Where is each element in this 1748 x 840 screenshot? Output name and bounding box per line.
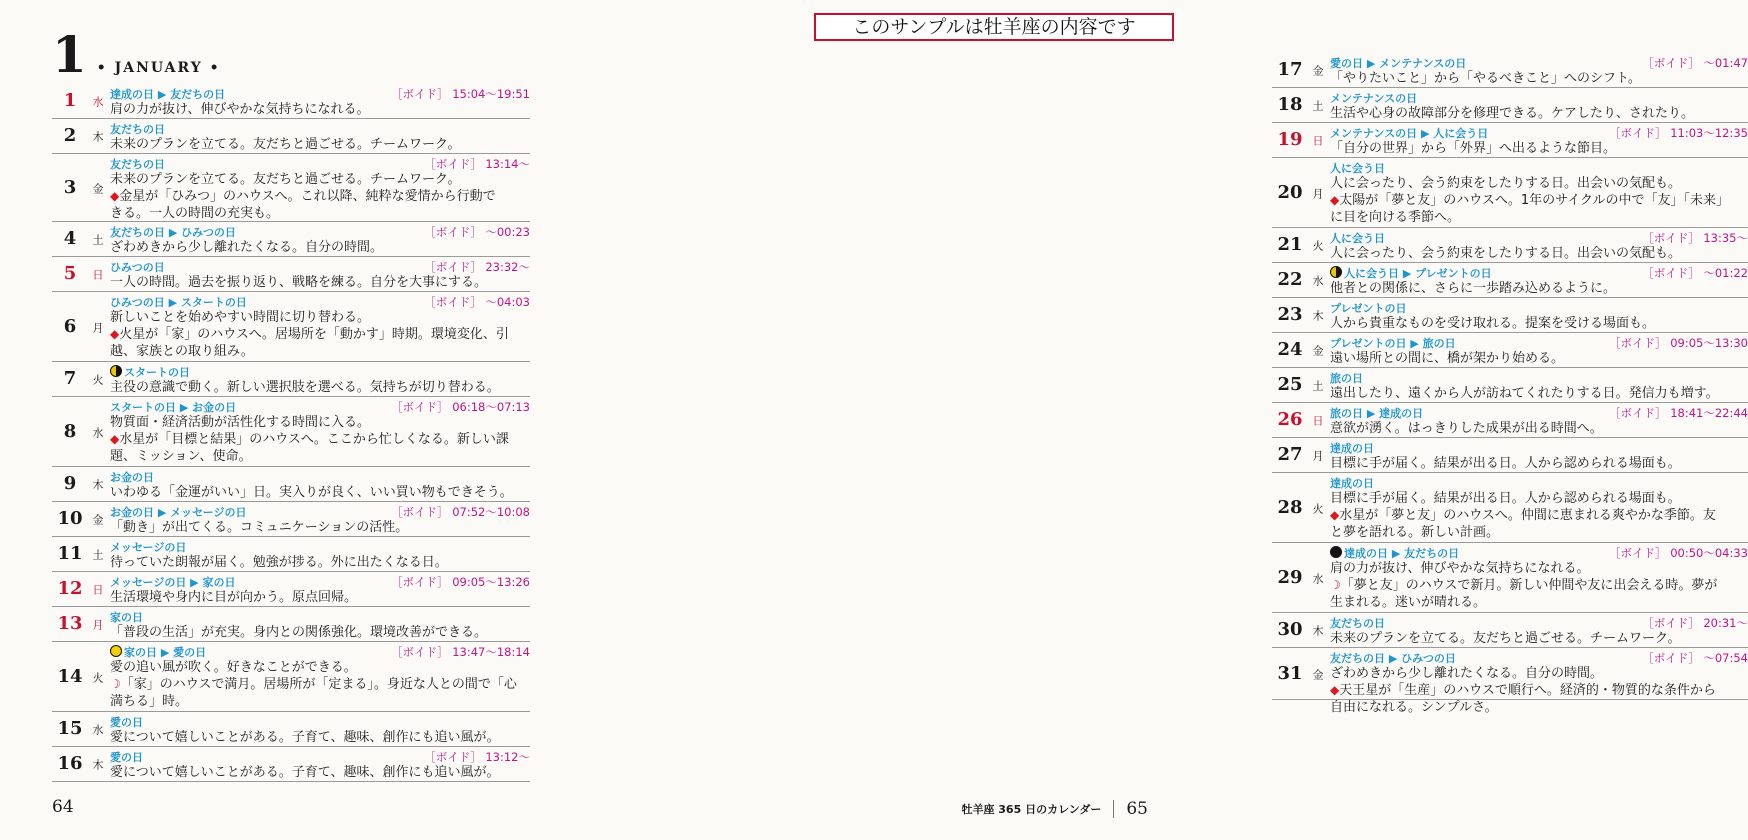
day-text: に目を向ける季節へ。 bbox=[1330, 210, 1461, 225]
day-text: 遠出したり、遠くから人が訪ねてくれたりする日。発信力も増す。 bbox=[1330, 386, 1719, 401]
day-label-text: メンテナンスの日 bbox=[1330, 91, 1418, 105]
day-label bbox=[110, 469, 154, 485]
day-text-line bbox=[1330, 280, 1748, 297]
crescent-moon-icon: ☽ bbox=[1330, 578, 1341, 592]
day-text-line bbox=[110, 136, 530, 153]
day-label bbox=[110, 714, 143, 730]
day-label-text: 友だちの日 bbox=[110, 122, 165, 136]
day-entry bbox=[1272, 88, 1748, 123]
day-number: 17 bbox=[1277, 59, 1303, 80]
day-number: 29 bbox=[1277, 566, 1303, 588]
day-text-line bbox=[110, 554, 530, 571]
day-of-week: 火 bbox=[92, 671, 104, 685]
day-text-line bbox=[1330, 630, 1748, 647]
day-text-line bbox=[110, 764, 530, 781]
day-number: 8 bbox=[63, 420, 77, 442]
day-of-week: 土 bbox=[1312, 379, 1324, 393]
day-text: 題、ミッション、使命。 bbox=[110, 449, 252, 464]
day-text-line bbox=[1330, 577, 1748, 594]
day-number: 22 bbox=[1277, 269, 1303, 290]
day-label-text: お金の日 bbox=[110, 470, 154, 484]
day-text-line bbox=[110, 379, 530, 396]
day-label bbox=[1330, 440, 1374, 456]
day-label bbox=[1330, 55, 1466, 71]
day-label bbox=[110, 609, 143, 625]
day-text: 物質面・経済活動が活性化する時間に入る。 bbox=[110, 415, 371, 430]
planet-transit-diamond-icon: ◆ bbox=[110, 189, 120, 203]
day-label bbox=[110, 86, 225, 102]
day-number: 11 bbox=[57, 543, 83, 564]
day-label-text: 家の日 ▶ 愛の日 bbox=[124, 645, 207, 659]
day-of-week: 木 bbox=[92, 478, 104, 492]
day-label bbox=[110, 156, 165, 172]
day-text: 肩の力が抜け、伸びやかな気持ちになれる。 bbox=[1330, 561, 1590, 576]
day-label-text: スタートの日 ▶ お金の日 bbox=[110, 400, 237, 414]
month-name: • JANUARY • bbox=[96, 60, 221, 76]
day-text-line bbox=[1330, 175, 1748, 192]
day-entry bbox=[52, 119, 530, 154]
day-number: 4 bbox=[63, 228, 77, 249]
day-of-week: 土 bbox=[1312, 99, 1324, 113]
void-time: ［ボイド］ 23:32〜 bbox=[424, 259, 530, 274]
day-entry bbox=[1272, 368, 1748, 403]
day-text-line bbox=[110, 326, 530, 343]
day-number: 6 bbox=[63, 315, 77, 337]
day-number: 7 bbox=[63, 368, 77, 389]
day-label bbox=[1330, 475, 1374, 491]
day-label bbox=[110, 399, 236, 415]
right-page bbox=[600, 0, 1748, 840]
day-label-text: メンテナンスの日 ▶ 人に会う日 bbox=[1330, 126, 1489, 140]
day-text: 生まれる。迷いが晴れる。 bbox=[1330, 595, 1487, 610]
day-label-text: ひみつの日 ▶ スタートの日 bbox=[110, 295, 247, 309]
planet-transit-diamond-icon: ◆ bbox=[1330, 193, 1340, 207]
day-label-text: 愛の日 ▶ メンテナンスの日 bbox=[1330, 56, 1467, 70]
month-number: 1 bbox=[52, 25, 87, 84]
day-entry bbox=[1272, 648, 1748, 715]
day-text-line bbox=[1330, 560, 1748, 577]
day-text: 生活や心身の故障部分を修理できる。ケアしたり、されたり。 bbox=[1330, 106, 1695, 121]
day-text: ざわめきから少し離れたくなる。自分の時間。 bbox=[1330, 666, 1604, 681]
day-of-week: 水 bbox=[92, 95, 104, 109]
planet-transit-diamond-icon: ◆ bbox=[110, 327, 120, 341]
day-label bbox=[110, 644, 206, 660]
day-text: 他者との関係に、さらに一歩踏み込めるように。 bbox=[1330, 281, 1617, 296]
void-time: ［ボイド］ 20:31〜 bbox=[1642, 615, 1748, 630]
void-time: ［ボイド］ 〜01:22 bbox=[1642, 265, 1748, 280]
day-label bbox=[110, 504, 246, 520]
day-text: 「動き」が出てくる。コミュニケーションの活性。 bbox=[110, 520, 409, 535]
day-text: 天王星が「生産」のハウスで順行へ。経済的・物質的な条件から bbox=[1339, 683, 1716, 698]
day-number: 5 bbox=[63, 263, 77, 284]
day-entry bbox=[52, 607, 530, 642]
day-label bbox=[110, 259, 165, 275]
day-label-text: 達成の日 ▶ 友だちの日 bbox=[110, 87, 226, 101]
day-label bbox=[1330, 335, 1456, 351]
day-label bbox=[1330, 370, 1363, 386]
day-text-line bbox=[110, 205, 530, 222]
day-label-text: プレゼントの日 ▶ 旅の日 bbox=[1330, 336, 1456, 350]
moon-full-moon-icon bbox=[110, 645, 122, 657]
planet-transit-diamond-icon: ◆ bbox=[110, 432, 120, 446]
day-label-text: 家の日 bbox=[110, 610, 143, 624]
void-time: ［ボイド］ 09:05〜13:26 bbox=[391, 574, 530, 589]
day-text: 水星が「目標と結果」のハウスへ。ここから忙しくなる。新しい課 bbox=[119, 432, 509, 447]
day-text-line bbox=[1330, 665, 1748, 682]
day-text: 金星が「ひみつ」のハウスへ。これ以降、純粋な愛情から行動で bbox=[119, 189, 496, 204]
day-label bbox=[110, 121, 165, 137]
right-page-number: 65 bbox=[1126, 799, 1148, 819]
day-label-text: 友だちの日 bbox=[110, 157, 165, 171]
day-text-line bbox=[110, 309, 530, 326]
day-label-text: 達成の日 bbox=[1330, 476, 1374, 490]
day-label bbox=[110, 539, 186, 555]
day-entry bbox=[52, 84, 530, 119]
moon-first-moon-icon bbox=[1330, 266, 1342, 278]
day-entry bbox=[1272, 333, 1748, 368]
void-time: ［ボイド］ 13:12〜 bbox=[424, 749, 530, 764]
day-entry bbox=[52, 397, 530, 467]
day-text-line bbox=[1330, 70, 1748, 87]
day-text: 目標に手が届く。結果が出る日。人から認められる場面も。 bbox=[1330, 491, 1681, 506]
day-text-line bbox=[110, 414, 530, 431]
day-label-text: メッセージの日 bbox=[110, 540, 187, 554]
day-text-line bbox=[110, 729, 530, 746]
day-number: 26 bbox=[1277, 409, 1303, 430]
day-text-line bbox=[1330, 524, 1748, 541]
day-text-line bbox=[110, 676, 530, 693]
day-entry bbox=[52, 502, 530, 537]
void-time: ［ボイド］ 09:05〜13:30 bbox=[1609, 335, 1748, 350]
void-time: ［ボイド］ 〜01:47 bbox=[1642, 55, 1748, 70]
day-entry bbox=[1272, 613, 1748, 648]
day-text: 生活環境や身内に目が向かう。原点回帰。 bbox=[110, 590, 358, 605]
day-label-text: 友だちの日 bbox=[1330, 616, 1385, 630]
day-of-week: 土 bbox=[92, 548, 104, 562]
moon-first-moon-icon bbox=[110, 365, 122, 377]
day-text-line bbox=[1330, 105, 1748, 122]
day-label bbox=[1330, 545, 1459, 561]
day-text-line bbox=[1330, 245, 1748, 262]
day-label bbox=[1330, 90, 1417, 106]
day-label-text: 愛の日 bbox=[110, 750, 143, 764]
day-of-week: 金 bbox=[1312, 668, 1324, 682]
day-text-line bbox=[1330, 594, 1748, 611]
day-of-week: 月 bbox=[92, 618, 104, 632]
void-time: ［ボイド］ 〜07:54 bbox=[1642, 650, 1748, 665]
day-of-week: 水 bbox=[92, 723, 104, 737]
void-time: ［ボイド］ 07:52〜10:08 bbox=[391, 504, 530, 519]
day-text: 待っていた朗報が届く。勉強が捗る。外に出たくなる日。 bbox=[110, 555, 448, 570]
void-time: ［ボイド］ 〜00:23 bbox=[424, 224, 530, 239]
day-text: 未来のプランを立てる。友だちと過ごせる。チームワーク。 bbox=[110, 172, 461, 187]
day-number: 18 bbox=[1277, 94, 1303, 115]
day-of-week: 日 bbox=[92, 583, 104, 597]
day-text-line bbox=[1330, 315, 1748, 332]
day-label-text: 達成の日 ▶ 友だちの日 bbox=[1344, 546, 1460, 560]
day-of-week: 火 bbox=[1312, 502, 1324, 516]
day-label-text: 友だちの日 ▶ ひみつの日 bbox=[1330, 651, 1456, 665]
day-text-line bbox=[1330, 385, 1748, 402]
day-label-text: プレゼントの日 bbox=[1330, 301, 1407, 315]
void-time: ［ボイド］ 13:35〜 bbox=[1642, 230, 1748, 245]
day-of-week: 金 bbox=[92, 513, 104, 527]
day-of-week: 月 bbox=[92, 321, 104, 335]
day-label-text: 人に会う日 ▶ プレゼントの日 bbox=[1344, 266, 1492, 280]
footer-divider bbox=[1113, 800, 1114, 818]
day-text-line bbox=[110, 693, 530, 710]
day-text: 「自分の世界」から「外界」へ出るような節目。 bbox=[1330, 141, 1617, 156]
day-text-line bbox=[1330, 420, 1748, 437]
day-of-week: 月 bbox=[1312, 187, 1324, 201]
day-text-line bbox=[1330, 209, 1748, 226]
day-text: 「家」のハウスで満月。居場所が「定まる」。身近な人との間で「心 bbox=[120, 677, 517, 692]
day-label bbox=[1330, 615, 1385, 631]
day-entry bbox=[52, 257, 530, 292]
day-entry bbox=[1272, 158, 1748, 228]
left-day-list bbox=[52, 84, 530, 782]
day-label bbox=[1330, 405, 1423, 421]
day-entry bbox=[52, 467, 530, 502]
day-text: 新しいことを始めやすい時間に切り替わる。 bbox=[110, 310, 371, 325]
day-of-week: 火 bbox=[1312, 239, 1324, 253]
void-time: ［ボイド］ 13:14〜 bbox=[424, 156, 530, 171]
day-of-week: 水 bbox=[1312, 572, 1324, 586]
day-entry bbox=[52, 222, 530, 257]
day-label bbox=[1330, 650, 1456, 666]
day-text: 肩の力が抜け、伸びやかな気持ちになれる。 bbox=[110, 102, 370, 117]
day-text: 「普段の生活」が充実。身内との関係強化。環境改善ができる。 bbox=[110, 625, 488, 640]
day-text-line bbox=[110, 659, 530, 676]
page-footer bbox=[961, 799, 1148, 819]
day-text: ざわめきから少し離れたくなる。自分の時間。 bbox=[110, 240, 384, 255]
day-of-week: 金 bbox=[1312, 64, 1324, 78]
day-number: 2 bbox=[63, 125, 77, 146]
day-number: 14 bbox=[57, 665, 83, 687]
day-text-line bbox=[110, 274, 530, 291]
day-label-text: 旅の日 bbox=[1330, 371, 1363, 385]
day-label-text: メッセージの日 ▶ 家の日 bbox=[110, 575, 236, 589]
sample-notice: このサンプルは牡羊座の内容です bbox=[814, 13, 1174, 41]
day-of-week: 火 bbox=[92, 373, 104, 387]
void-time: ［ボイド］ 13:47〜18:14 bbox=[391, 644, 530, 659]
day-number: 16 bbox=[57, 753, 83, 774]
left-page-number: 64 bbox=[52, 797, 74, 817]
day-of-week: 水 bbox=[92, 426, 104, 440]
day-text-line bbox=[110, 484, 530, 501]
day-entry bbox=[1272, 53, 1748, 88]
day-number: 21 bbox=[1277, 234, 1303, 255]
day-entry bbox=[1272, 263, 1748, 298]
day-entry bbox=[52, 362, 530, 397]
day-entry bbox=[52, 292, 530, 362]
day-number: 27 bbox=[1277, 444, 1303, 465]
day-text: 「やりたいこと」から「やるべきこと」へのシフト。 bbox=[1330, 71, 1641, 86]
day-label-text: 達成の日 bbox=[1330, 441, 1374, 455]
day-number: 24 bbox=[1277, 339, 1303, 360]
day-text-line bbox=[1330, 507, 1748, 524]
void-time: ［ボイド］ 11:03〜12:35 bbox=[1609, 125, 1748, 140]
day-entry bbox=[1272, 403, 1748, 438]
day-text-line bbox=[1330, 350, 1748, 367]
day-text-line bbox=[110, 101, 530, 118]
day-label bbox=[1330, 230, 1385, 246]
day-label-text: 愛の日 bbox=[110, 715, 143, 729]
day-label-text: 友だちの日 ▶ ひみつの日 bbox=[110, 225, 236, 239]
day-number: 19 bbox=[1277, 129, 1303, 150]
day-text-line bbox=[110, 448, 530, 465]
day-entry bbox=[52, 747, 530, 782]
day-text-line bbox=[1330, 455, 1748, 472]
day-number: 10 bbox=[57, 508, 83, 529]
day-text-line bbox=[1330, 140, 1748, 157]
day-text-line bbox=[110, 171, 530, 188]
day-number: 20 bbox=[1277, 181, 1303, 203]
day-text: 未来のプランを立てる。友だちと過ごせる。チームワーク。 bbox=[110, 137, 461, 152]
day-of-week: 水 bbox=[1312, 274, 1324, 288]
day-text-line bbox=[110, 343, 530, 360]
day-of-week: 木 bbox=[1312, 309, 1324, 323]
day-label bbox=[1330, 265, 1492, 281]
moon-new-moon-icon bbox=[1330, 546, 1342, 558]
day-text: 越、家族との取り組み。 bbox=[110, 344, 254, 359]
day-label bbox=[110, 294, 247, 310]
day-label-text: 人に会う日 bbox=[1330, 231, 1385, 245]
day-number: 25 bbox=[1277, 374, 1303, 395]
day-of-week: 土 bbox=[92, 233, 104, 247]
day-text-line bbox=[1330, 192, 1748, 209]
day-entry bbox=[52, 642, 530, 712]
void-time: ［ボイド］ 15:04〜19:51 bbox=[391, 86, 530, 101]
day-number: 23 bbox=[1277, 304, 1303, 325]
crescent-moon-icon: ☽ bbox=[110, 677, 121, 691]
day-number: 28 bbox=[1277, 496, 1303, 518]
day-label bbox=[110, 364, 190, 380]
day-text: と夢を語れる。新しい計画。 bbox=[1330, 525, 1500, 540]
day-entry bbox=[1272, 473, 1748, 543]
day-text-line bbox=[110, 188, 530, 205]
day-label bbox=[1330, 300, 1407, 316]
day-label bbox=[110, 574, 235, 590]
day-of-week: 金 bbox=[1312, 344, 1324, 358]
day-number: 3 bbox=[63, 176, 77, 198]
day-text-line bbox=[110, 431, 530, 448]
day-text-line bbox=[1330, 682, 1748, 699]
day-of-week: 木 bbox=[92, 758, 104, 772]
day-text: 水星が「夢と友」のハウスへ。仲間に恵まれる爽やかな季節。友 bbox=[1339, 508, 1716, 523]
day-text-line bbox=[110, 624, 530, 641]
day-number: 15 bbox=[57, 718, 83, 739]
void-time: ［ボイド］ 〜04:03 bbox=[424, 294, 530, 309]
day-text: 自由になれる。シンプルさ。 bbox=[1330, 700, 1498, 715]
day-label-text: お金の日 ▶ メッセージの日 bbox=[110, 505, 247, 519]
day-text: 目標に手が届く。結果が出る日。人から認められる場面も。 bbox=[1330, 456, 1681, 471]
left-page bbox=[0, 0, 600, 840]
day-text: 火星が「家」のハウスへ。居場所を「動かす」時期。環境変化、引 bbox=[119, 327, 509, 342]
day-entry bbox=[52, 537, 530, 572]
planet-transit-diamond-icon: ◆ bbox=[1330, 508, 1340, 522]
planet-transit-diamond-icon: ◆ bbox=[1330, 683, 1340, 697]
day-entry bbox=[1272, 543, 1748, 613]
day-entry bbox=[52, 154, 530, 222]
day-entry bbox=[1272, 228, 1748, 263]
day-text-line bbox=[110, 519, 530, 536]
day-entry bbox=[1272, 438, 1748, 473]
void-time: ［ボイド］ 00:50〜04:33 bbox=[1609, 545, 1748, 560]
day-label bbox=[110, 749, 143, 765]
day-of-week: 日 bbox=[1312, 414, 1324, 428]
day-entry bbox=[52, 712, 530, 747]
day-of-week: 日 bbox=[1312, 134, 1324, 148]
day-text-line bbox=[1330, 490, 1748, 507]
day-text: 遠い場所との間に、橋が架かり始める。 bbox=[1330, 351, 1565, 366]
day-entry bbox=[1272, 123, 1748, 158]
day-text: 愛について嬉しいことがある。子育て、趣味、創作にも追い風が。 bbox=[110, 765, 500, 780]
day-text: 愛の追い風が吹く。好きなことができる。 bbox=[110, 660, 357, 675]
day-number: 31 bbox=[1277, 662, 1303, 684]
right-day-list bbox=[1272, 53, 1748, 715]
day-of-week: 木 bbox=[92, 130, 104, 144]
day-text-line bbox=[110, 589, 530, 606]
day-label-text: 旅の日 ▶ 達成の日 bbox=[1330, 406, 1424, 420]
day-text-line bbox=[1330, 699, 1748, 716]
day-text: 太陽が「夢と友」のハウスへ。1年のサイクルの中で「友」「未来」 bbox=[1339, 193, 1730, 208]
day-number: 9 bbox=[63, 473, 77, 494]
day-number: 12 bbox=[57, 578, 83, 599]
month-heading bbox=[52, 25, 221, 84]
day-text: 満ちる」時。 bbox=[110, 694, 189, 709]
day-number: 1 bbox=[63, 90, 77, 111]
day-text-line bbox=[110, 239, 530, 256]
void-time: ［ボイド］ 18:41〜22:44 bbox=[1609, 405, 1748, 420]
day-label bbox=[1330, 125, 1488, 141]
day-text: 人から貴重なものを受け取れる。提案を受ける場面も。 bbox=[1330, 316, 1656, 331]
day-of-week: 日 bbox=[92, 268, 104, 282]
day-number: 30 bbox=[1277, 619, 1303, 640]
day-of-week: 金 bbox=[92, 182, 104, 196]
day-label-text: 人に会う日 bbox=[1330, 161, 1385, 175]
day-text: 「夢と友」のハウスで新月。新しい仲間や友に出会える時。夢が bbox=[1340, 578, 1718, 593]
day-text: 一人の時間。過去を振り返り、戦略を練る。自分を大事にする。 bbox=[110, 275, 488, 290]
book-title: 牡羊座 365 日のカレンダー bbox=[961, 803, 1102, 816]
day-text: 人に会ったり、会う約束をしたりする日。出会いの気配も。 bbox=[1330, 176, 1682, 191]
day-text: きる。一人の時間の充実も。 bbox=[110, 206, 280, 221]
day-number: 13 bbox=[57, 613, 83, 634]
day-label-text: スタートの日 bbox=[124, 365, 190, 379]
day-text: 主役の意識で動く。新しい選択肢を選べる。気持ちが切り替わる。 bbox=[110, 380, 500, 395]
day-text: いわゆる「金運がいい」日。実入りが良く、いい買い物もできそう。 bbox=[110, 485, 513, 500]
day-of-week: 木 bbox=[1312, 624, 1324, 638]
void-time: ［ボイド］ 06:18〜07:13 bbox=[391, 399, 530, 414]
day-entry bbox=[52, 572, 530, 607]
day-text: 意欲が湧く。はっきりした成果が出る時間へ。 bbox=[1330, 421, 1603, 436]
day-label bbox=[1330, 160, 1385, 176]
day-entry bbox=[1272, 298, 1748, 333]
day-of-week: 月 bbox=[1312, 449, 1324, 463]
day-text: 未来のプランを立てる。友だちと過ごせる。チームワーク。 bbox=[1330, 631, 1681, 646]
day-label bbox=[110, 224, 236, 240]
day-label-text: ひみつの日 bbox=[110, 260, 165, 274]
day-text: 愛について嬉しいことがある。子育て、趣味、創作にも追い風が。 bbox=[110, 730, 500, 745]
day-text: 人に会ったり、会う約束をしたりする日。出会いの気配も。 bbox=[1330, 246, 1682, 261]
